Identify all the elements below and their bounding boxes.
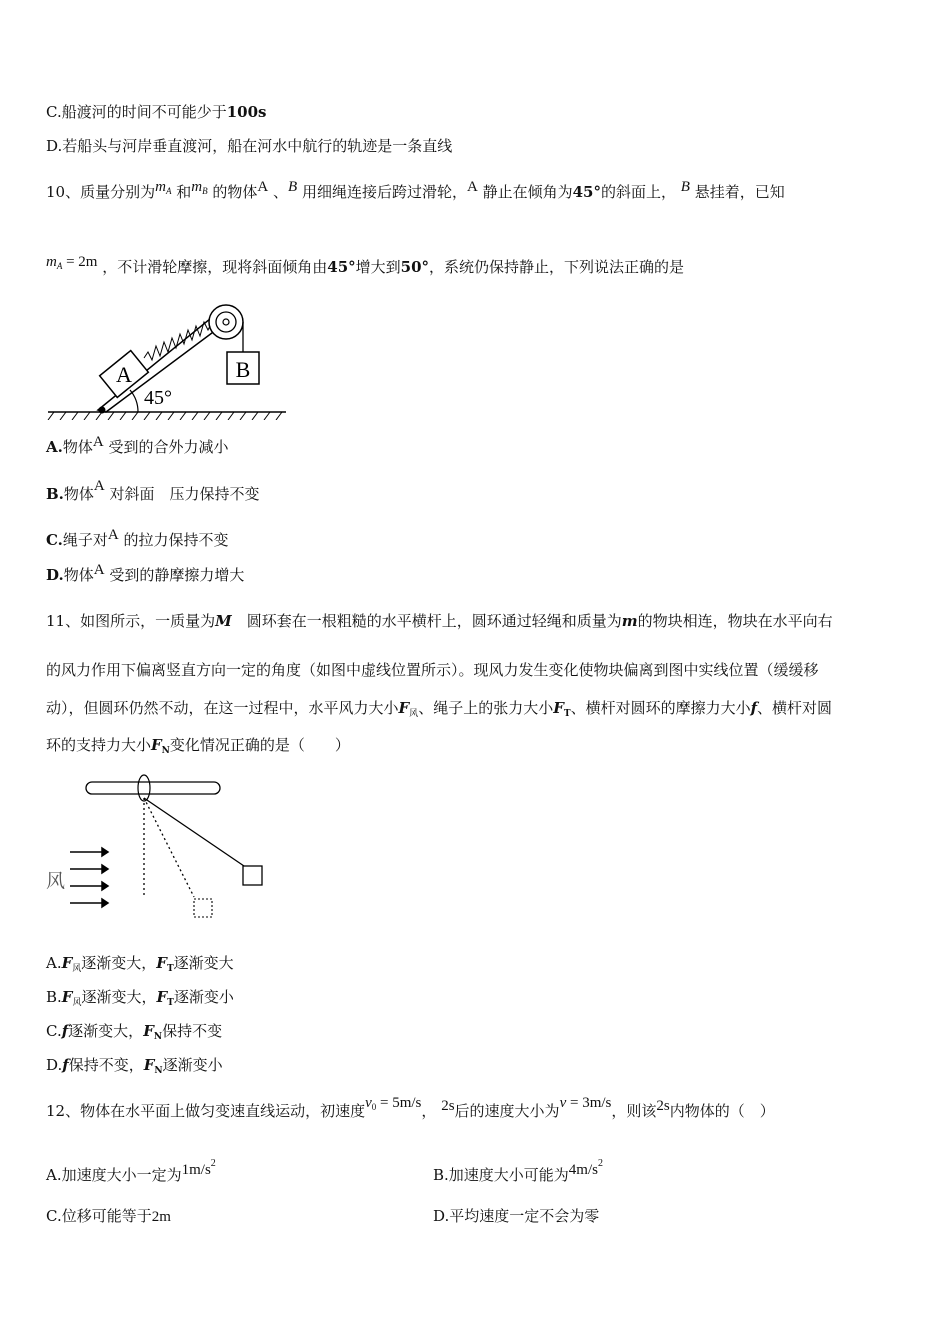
q12-option-b: B.加速度大小可能为$4m/s^2$ bbox=[433, 1158, 603, 1184]
angle-label: 45° bbox=[144, 387, 172, 409]
wind-label: 风 bbox=[46, 870, 66, 892]
q10-incline-figure bbox=[46, 300, 291, 420]
var-mB: $m_B$ bbox=[191, 179, 208, 196]
q11-stem-line3: 动），但圆环仍然不动，在这一过程中，水平风力大小$F_风$、绳子上的张力大小$F_T$、横杆对圆环的摩擦力大小f、横杆对圆 bbox=[46, 699, 833, 719]
q11-stem-line2: 的风力作用下偏离竖直方向一定的角度（如图中虚线位置所示）。现风力发生变化使物块偏离到图中实线位置（缓缓移 bbox=[46, 661, 819, 679]
var-mA: $m_A$ bbox=[155, 179, 172, 196]
q12-option-a: A.加速度大小一定为$1m/s^2$ bbox=[46, 1158, 216, 1184]
q11-option-c: C.f逐渐变大，$F_N$保持不变 bbox=[46, 1022, 223, 1042]
q12-option-d: D.平均速度一定不会为零 bbox=[433, 1207, 600, 1225]
block-a-label: A bbox=[116, 362, 132, 387]
q11-option-b: $B.F_风$逐渐变大，$F_T$逐渐变小 bbox=[46, 988, 234, 1008]
q10-option-b: B.物体A 对斜面 压力保持不变 bbox=[46, 478, 260, 503]
q12-option-c: C.位移可能等于2m bbox=[46, 1207, 171, 1225]
v-formula: v = 3m/s bbox=[559, 1095, 612, 1111]
block-b-label: B bbox=[235, 357, 251, 382]
q10-option-d: D.物体A 受到的静摩擦力增大 bbox=[46, 562, 245, 584]
q10-stem-line2: $m_A = 2m$ ，不计滑轮摩擦，现将斜面倾角由45°增大到50°，系统仍保持静止，下列说法正确的是 bbox=[46, 254, 685, 276]
q11-stem-line4: 环的支持力大小$F_N$变化情况正确的是（ ） bbox=[46, 736, 350, 756]
q10-stem-line1: 10、质量分别为$m_A$ 和$m_B$ 的物体A 、B 用细绳连接后跨过滑轮，A 静止在倾角为45°的斜面上， B 悬挂着，已知 bbox=[46, 179, 785, 201]
wind-arrows bbox=[70, 848, 108, 907]
q11-ring-figure bbox=[44, 772, 274, 922]
q11-stem-line1: 11、如图所示，一质量为M 圆环套在一根粗糙的水平横杆上，圆环通过轻绳和质量为m的物块相连，物块在水平向右 bbox=[46, 612, 833, 630]
q10-option-a: A.物体A 受到的合外力减小 bbox=[46, 434, 229, 456]
q9-option-d: D.若船头与河岸垂直渡河，船在河水中航行的轨迹是一条直线 bbox=[46, 137, 453, 155]
q10-option-c: C.绳子对A 的拉力保持不变 bbox=[46, 527, 229, 549]
q12-stem: 12、物体在水平面上做匀变速直线运动，初速度$v_0 = 5m/s$， 2s后的速度大小为v = 3m/s，则该2s内物体的（ ） bbox=[46, 1095, 775, 1120]
q11-option-d: D.f保持不变，$F_N$逐渐变小 bbox=[46, 1056, 223, 1076]
v0-formula: $v_0 = 5m/s$ bbox=[365, 1095, 422, 1112]
condition-formula: $m_A = 2m$ bbox=[46, 254, 98, 271]
q9-option-c: C.船渡河的时间不可能少于100s bbox=[46, 103, 267, 121]
q11-option-a: $A.F_风$逐渐变大，$F_T$逐渐变大 bbox=[46, 954, 234, 974]
